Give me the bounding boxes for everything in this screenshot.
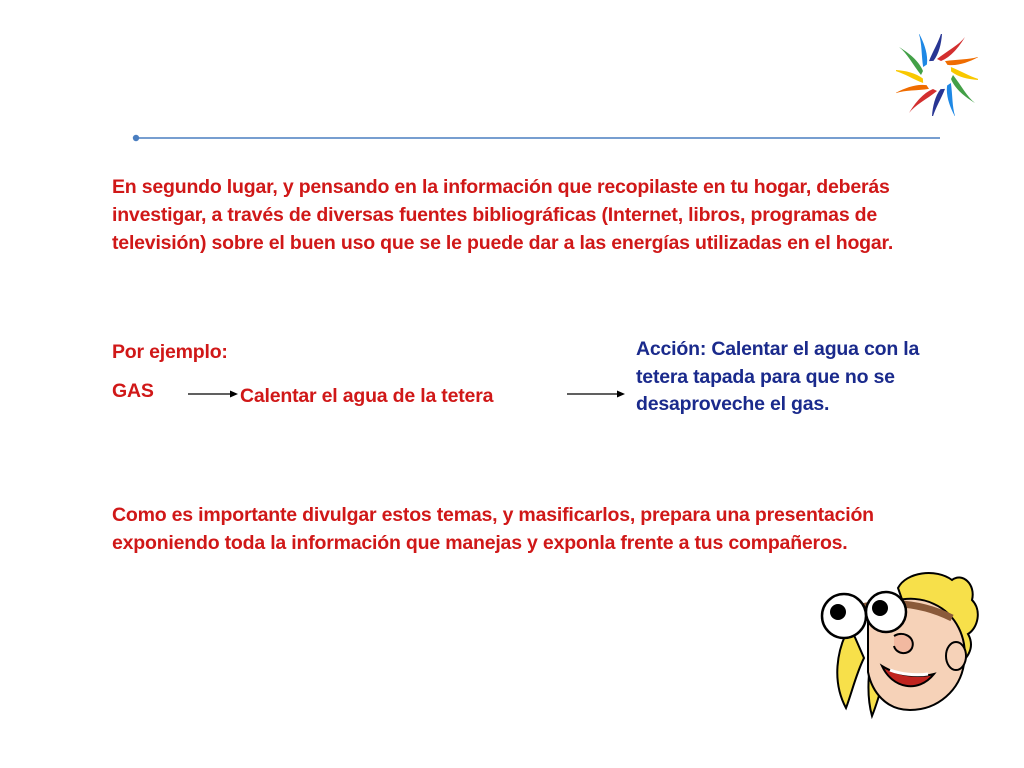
action-description: Acción: Calentar el agua con la tetera tapada para que no se desaproveche el gas.	[636, 338, 920, 415]
closing-paragraph: Como es importante divulgar estos temas, y masificarlos, prepara una presentación exponiendo toda la información que manejas y exponla frente a tus compañeros.	[112, 504, 874, 554]
right-arrow-icon	[188, 387, 238, 399]
right-arrow-icon	[567, 387, 625, 399]
intro-paragraph: En segundo lugar, y pensando en la información que recopilaste en tu hogar, deberás investigar, a través de diversas fuentes bibliográficas (Internet, libros, programas de televisión) sobre el buen uso que se le puede dar a las energías utilizadas en el hogar.	[112, 176, 894, 254]
example-label: Por ejemplo:	[112, 341, 228, 363]
cartoon-face-illustration	[806, 566, 982, 726]
pinwheel-logo-icon	[896, 34, 978, 116]
energy-label: GAS	[112, 380, 154, 402]
title-divider	[132, 130, 944, 140]
example-step-text: Calentar el agua de la tetera	[240, 385, 494, 407]
